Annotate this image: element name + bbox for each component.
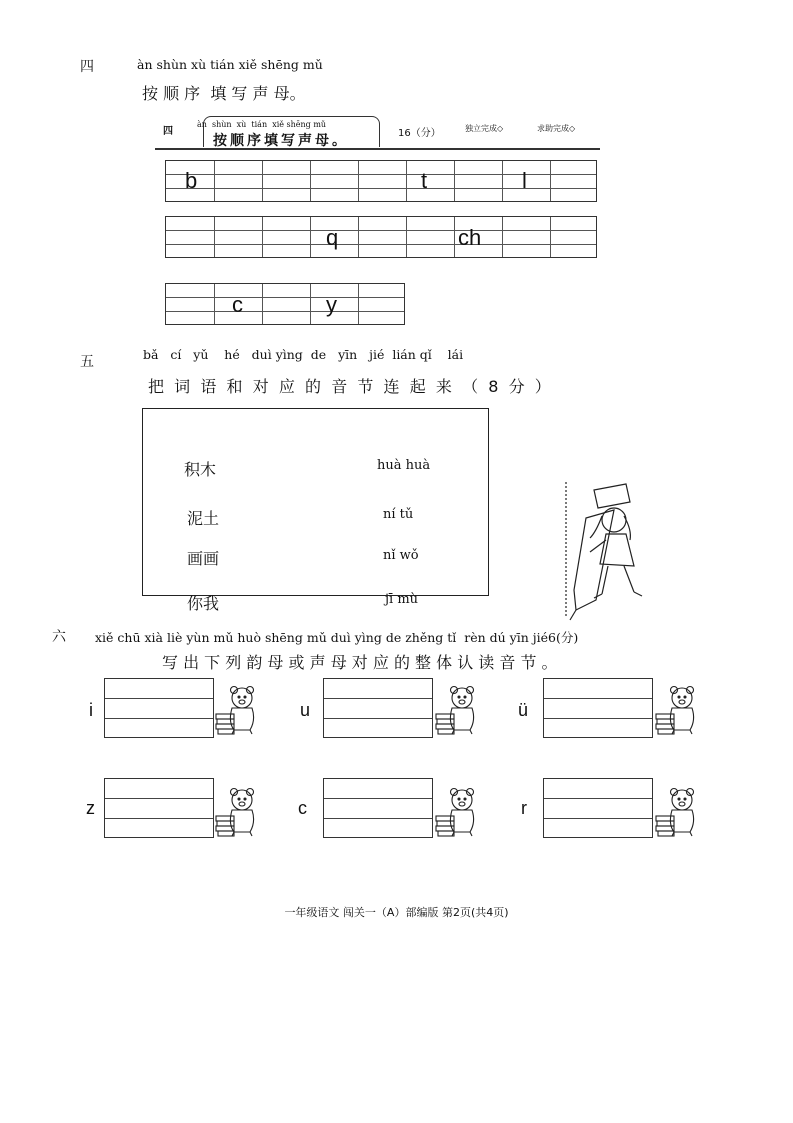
section4-number: 四 bbox=[80, 59, 94, 75]
scan-title: 按顺序填写声母。 bbox=[213, 133, 349, 149]
answer-label: z bbox=[86, 798, 95, 818]
section5-title: 把 词 语 和 对 应 的 音 节 连 起 来 （ 8 分 ） bbox=[148, 377, 551, 396]
answer-label: u bbox=[300, 700, 311, 720]
scan-score: 16（分） bbox=[398, 128, 441, 139]
answer-box[interactable] bbox=[323, 678, 433, 738]
bear-with-books-icon bbox=[434, 684, 478, 736]
answer-box[interactable] bbox=[543, 678, 653, 738]
header-rule bbox=[155, 148, 600, 150]
grid-letter: ch bbox=[458, 225, 482, 250]
section6-pinyin: xiě chū xià liè yùn mǔ huò shēng mǔ duì yìng de zhěng tǐ rèn dú yīn jié6(分) bbox=[95, 630, 579, 645]
answer-box[interactable] bbox=[104, 678, 214, 738]
bear-with-books-icon bbox=[654, 786, 698, 838]
writing-grid-row-2 bbox=[165, 216, 597, 258]
writing-grid-row-1 bbox=[165, 160, 597, 202]
answer-box[interactable] bbox=[323, 778, 433, 838]
grid-letter: l bbox=[522, 168, 527, 193]
scan-number: 四 bbox=[163, 126, 173, 137]
word-item: 你我 bbox=[187, 594, 220, 613]
grid-letter: y bbox=[326, 292, 337, 317]
section4-title: 按 顺 序 填 写 声 母。 bbox=[142, 84, 306, 103]
answer-label: r bbox=[521, 798, 527, 818]
word-item: 泥土 bbox=[187, 509, 220, 528]
syllable-item: nǐ wǒ bbox=[383, 548, 419, 563]
section5-number: 五 bbox=[80, 354, 94, 370]
syllable-item: huà huà bbox=[377, 458, 431, 473]
girl-with-pencil-illustration bbox=[556, 480, 646, 622]
grid-letter: c bbox=[232, 292, 243, 317]
syllable-item: ní tǔ bbox=[383, 507, 414, 522]
grid-letter: b bbox=[185, 168, 198, 193]
section6-title: 写 出 下 列 韵 母 或 声 母 对 应 的 整 体 认 读 音 节 。 bbox=[162, 653, 558, 672]
answer-box[interactable] bbox=[104, 778, 214, 838]
word-item: 画画 bbox=[187, 549, 220, 568]
scan-badge-help: 求助完成◇ bbox=[537, 124, 576, 133]
grid-letter: t bbox=[421, 168, 428, 193]
scan-badge-independent: 独立完成◇ bbox=[465, 124, 504, 133]
scan-pinyin: àn shùn xù tián xiě shēng mǔ bbox=[197, 120, 327, 129]
answer-label: c bbox=[298, 798, 307, 818]
section4-pinyin: àn shùn xù tián xiě shēng mǔ bbox=[137, 57, 323, 72]
bear-with-books-icon bbox=[654, 684, 698, 736]
word-item: 积木 bbox=[184, 460, 217, 479]
bear-with-books-icon bbox=[214, 684, 258, 736]
bear-with-books-icon bbox=[434, 786, 478, 838]
page-footer: 一年级语文 闯关一（A）部编版 第2页(共4页) bbox=[284, 906, 509, 919]
grid-letter: q bbox=[326, 225, 339, 250]
bear-with-books-icon bbox=[214, 786, 258, 838]
section5-pinyin: bǎ cí yǔ hé duì yìng de yīn jié lián qǐ lái bbox=[143, 347, 464, 362]
scanned-section-header bbox=[155, 116, 600, 154]
writing-grid-row-3 bbox=[165, 283, 405, 325]
syllable-item: jī mù bbox=[385, 592, 419, 607]
answer-box[interactable] bbox=[543, 778, 653, 838]
answer-label: i bbox=[89, 700, 93, 720]
answer-label: ü bbox=[518, 700, 529, 720]
section6-number: 六 bbox=[52, 629, 66, 645]
